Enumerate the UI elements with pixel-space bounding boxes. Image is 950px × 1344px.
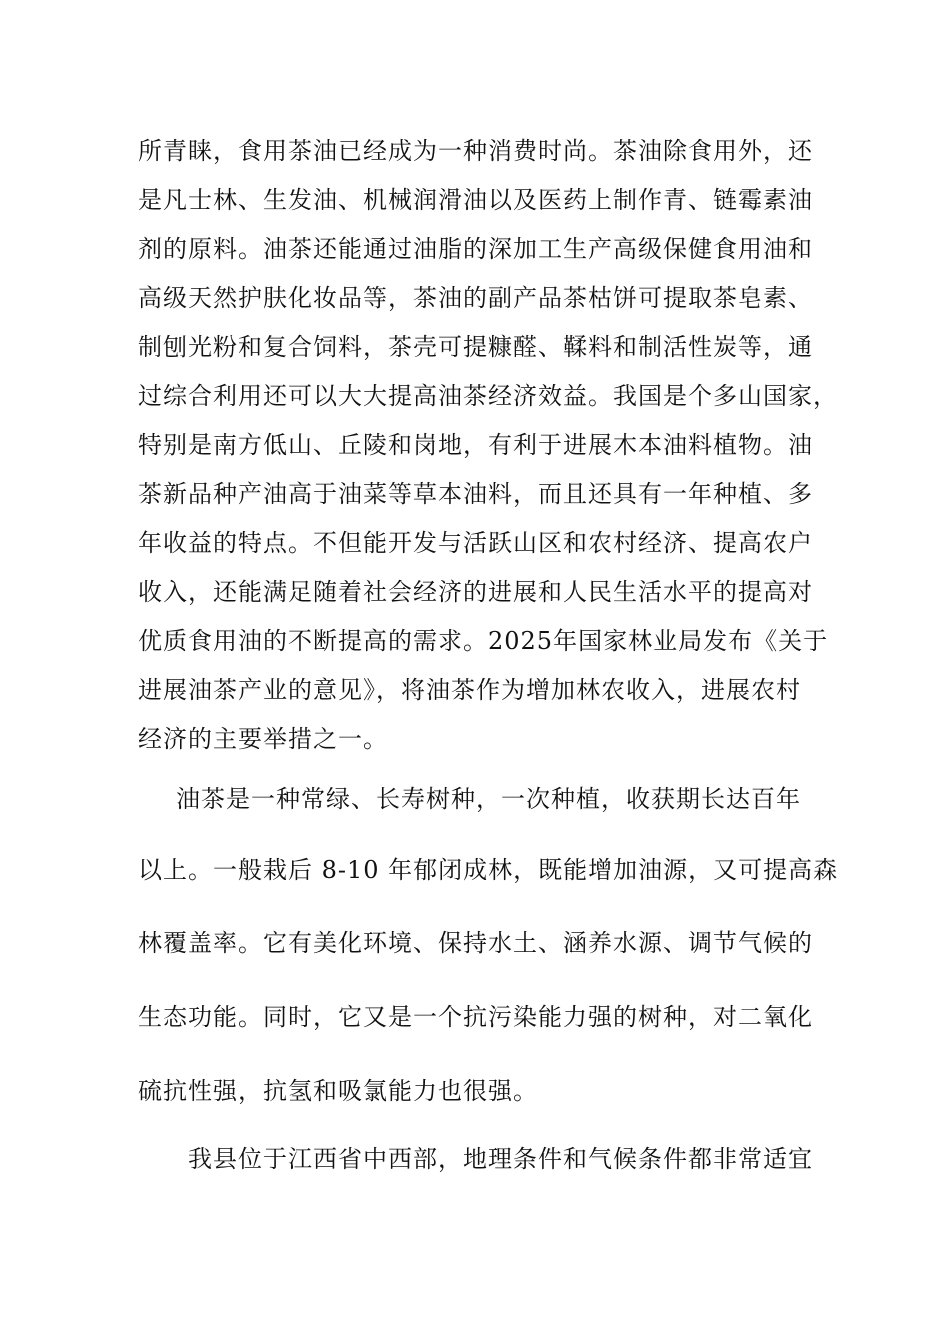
text-line: 油茶是一种常绿、长寿树种，一次种植，收获期长达百年 <box>176 785 801 813</box>
text-line: 优质食用油的不断提高的需求。2025年国家林业局发布《关于 <box>138 627 829 655</box>
text-line: 高级天然护肤化妆品等，茶油的副产品茶枯饼可提取茶皂素、 <box>138 284 813 312</box>
text-line: 过综合利用还可以大大提高油茶经济效益。我国是个多山国家， <box>138 382 838 410</box>
text-line: 生态功能。同时，它又是一个抗污染能力强的树种，对二氧化 <box>138 1003 813 1031</box>
text-line: 经济的主要举措之一。 <box>138 725 388 753</box>
text-line: 收入，还能满足随着社会经济的进展和人民生活水平的提高对 <box>138 578 813 606</box>
text-line: 制刨光粉和复合饲料，茶壳可提糠醛、鞣料和制活性炭等，通 <box>138 333 813 361</box>
text-line: 是凡士林、生发油、机械润滑油以及医药上制作青、链霉素油 <box>138 186 813 214</box>
text-line: 林覆盖率。它有美化环境、保持水土、涵养水源、调节气候的 <box>138 929 813 957</box>
text-line: 硫抗性强，抗氢和吸氯能力也很强。 <box>138 1077 538 1105</box>
text-line: 进展油茶产业的意见》，将油茶作为增加林农收入，进展农村 <box>138 676 801 704</box>
text-line: 茶新品种产油高于油菜等草本油料，而且还具有一年种植、多 <box>138 480 813 508</box>
text-line: 特别是南方低山、丘陵和岗地，有利于进展木本油料植物。油 <box>138 431 813 459</box>
text-line: 所青睐，食用茶油已经成为一种消费时尚。茶油除食用外，还 <box>138 137 813 165</box>
text-line: 剂的原料。油茶还能通过油脂的深加工生产高级保健食用油和 <box>138 235 813 263</box>
text-line: 年收益的特点。不但能开发与活跃山区和农村经济、提高农户 <box>138 529 813 557</box>
text-line: 我县位于江西省中西部，地理条件和气候条件都非常适宜 <box>188 1145 813 1173</box>
text-line: 以上。一般栽后 8-10 年郁闭成林，既能增加油源，又可提高森 <box>138 856 839 884</box>
